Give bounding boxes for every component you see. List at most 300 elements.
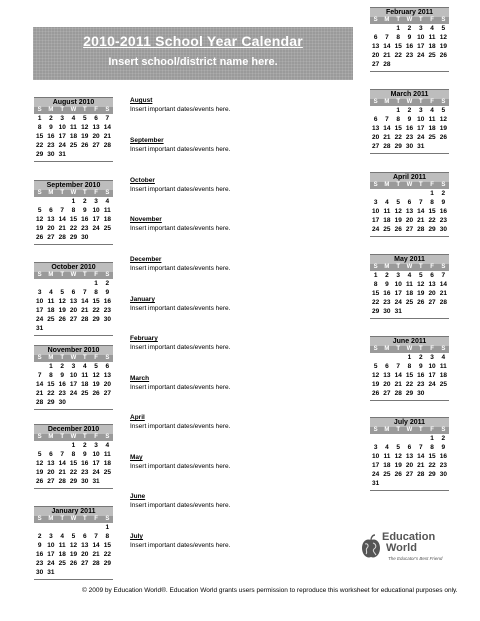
day-cell: 8 [49,372,53,379]
weekday-label: M [384,182,390,188]
day-cell: 20 [372,134,380,141]
empty-day [381,189,392,198]
day-cell: 2 [407,25,412,32]
day-cell: 13 [103,372,111,379]
day-cell: 17 [372,217,380,224]
day-cell: 26 [69,560,78,567]
day-cell: 2 [418,354,423,361]
day-cell: 7 [385,34,389,41]
day-cell: 21 [439,290,447,297]
event-text: Insert important dates/events here. [130,423,231,430]
day-cell: 15 [92,298,100,305]
day-cell: 18 [383,462,391,469]
day-cell: 3 [94,198,98,205]
events-april [130,413,230,431]
day-cell: 10 [58,124,66,131]
calendar-divider [34,161,113,162]
day-cell: 1 [396,25,401,32]
day-cell: 3 [418,25,423,32]
day-cell: 21 [417,217,425,224]
day-cell: 8 [407,363,412,370]
weekday-label: W [406,182,413,188]
day-cell: 13 [47,216,55,223]
day-cell: 21 [58,469,66,476]
calendar-divider [34,244,113,245]
day-cell: 16 [383,290,391,297]
day-cell: 31 [417,143,425,150]
weekday-label: S [37,434,42,440]
weekday-label: T [396,264,401,270]
weekday-label: F [94,434,98,440]
calendar-banner [33,27,353,80]
day-cell: 8 [37,124,42,131]
day-cell: 22 [92,307,100,314]
day-cell: 27 [47,478,55,485]
day-cell: 25 [58,560,66,567]
day-cell: 26 [58,316,66,323]
day-cell: 14 [103,124,111,131]
day-cell: 12 [81,124,89,131]
day-cell: 7 [418,444,423,451]
event-month-label: April [130,414,145,421]
day-cell: 26 [372,390,380,397]
calendar-divider [370,318,449,319]
calendar-november-2010 [34,345,113,410]
day-cell: 21 [383,52,391,59]
day-cell: 8 [396,116,401,123]
day-cell: 12 [69,542,78,549]
day-cell: 26 [439,134,447,141]
day-cell: 4 [60,533,65,540]
day-cell: 24 [92,469,100,476]
day-cell: 3 [49,533,53,540]
weekday-label: S [105,107,110,113]
day-cell: 27 [383,390,391,397]
day-cell: 21 [394,381,402,388]
day-cell: 6 [373,34,378,41]
event-text: Insert important dates/events here. [130,225,231,232]
day-cell: 13 [372,125,380,132]
day-cell: 2 [49,115,53,122]
day-cell: 25 [69,142,78,149]
day-cell: 1 [49,363,53,370]
day-cell: 1 [407,354,412,361]
day-cell: 22 [372,299,380,306]
calendar-divider [370,153,449,154]
empty-day [45,441,56,450]
events-march [130,374,230,392]
day-cell: 29 [47,399,55,406]
empty-day [79,523,90,532]
day-cell: 7 [37,372,42,379]
day-cell: 22 [394,134,402,141]
day-cell: 21 [81,307,89,314]
day-cell: 8 [396,34,401,41]
day-cell: 24 [58,142,66,149]
event-month-label: November [130,216,162,223]
weekday-header [370,17,449,24]
empty-day [393,189,404,198]
weekday-label: F [430,182,434,188]
day-cell: 3 [71,363,76,370]
day-cell: 27 [428,299,436,306]
day-cell: 17 [417,43,425,50]
day-cell: 3 [373,444,378,451]
weekday-label: F [430,264,434,270]
day-cell: 14 [394,372,402,379]
calendar-october-2010 [34,262,113,336]
day-cell: 22 [428,217,436,224]
events-january [130,295,230,313]
weekday-header [34,272,113,279]
day-cell: 11 [70,124,77,131]
day-cell: 9 [441,444,446,451]
day-cell: 7 [94,533,98,540]
day-grid [370,189,449,234]
event-month-label: June [130,493,146,500]
empty-day [34,523,45,532]
day-cell: 10 [417,116,425,123]
weekday-header [370,99,449,106]
calendar-title: July 2011 [370,417,449,427]
weekday-label: W [70,434,77,440]
day-cell: 15 [36,133,44,140]
empty-day [415,434,426,443]
day-cell: 8 [430,444,434,451]
day-grid [370,353,449,398]
day-cell: 9 [37,542,42,549]
calendar-january-2011 [34,506,113,580]
day-cell: 4 [441,354,446,361]
weekday-label: S [37,107,42,113]
day-cell: 28 [92,560,100,567]
empty-day [45,523,56,532]
day-cell: 23 [439,217,447,224]
calendar-divider [370,400,449,401]
day-cell: 1 [37,115,42,122]
day-cell: 24 [417,134,425,141]
day-cell: 12 [92,372,100,379]
weekday-label: W [70,272,77,278]
day-cell: 7 [105,115,110,122]
empty-day [68,523,79,532]
day-cell: 13 [405,208,414,215]
day-cell: 27 [372,143,380,150]
weekday-label: F [94,272,98,278]
empty-day [404,434,415,443]
day-cell: 16 [405,125,414,132]
day-cell: 16 [417,372,425,379]
weekday-label: S [441,264,446,270]
day-cell: 28 [103,142,111,149]
weekday-label: T [418,346,423,352]
events-december [130,255,230,273]
day-cell: 11 [58,542,66,549]
day-grid [34,362,113,407]
day-cell: 4 [105,198,110,205]
weekday-label: T [82,516,87,522]
day-cell: 4 [430,25,434,32]
day-cell: 16 [58,381,66,388]
day-cell: 15 [394,125,402,132]
day-cell: 17 [428,372,436,379]
weekday-label: T [396,427,401,433]
day-cell: 25 [439,381,447,388]
weekday-header [34,516,113,523]
day-cell: 18 [103,216,111,223]
day-cell: 5 [441,107,446,114]
day-cell: 31 [58,151,66,158]
day-cell: 11 [428,116,436,123]
weekday-header [34,355,113,362]
day-cell: 29 [92,316,100,323]
day-cell: 4 [82,363,87,370]
empty-day [57,279,68,288]
weekday-label: S [105,434,110,440]
day-cell: 14 [383,125,391,132]
day-cell: 2 [82,442,87,449]
weekday-label: M [48,355,54,361]
day-cell: 31 [47,569,55,576]
day-grid [370,271,449,316]
weekday-label: S [373,17,378,23]
day-cell: 26 [394,471,402,478]
day-cell: 12 [394,208,402,215]
day-cell: 20 [405,217,414,224]
empty-day [381,106,392,115]
day-cell: 14 [92,542,100,549]
weekday-label: S [441,182,446,188]
weekday-label: S [37,272,42,278]
weekday-label: W [406,346,413,352]
weekday-label: M [384,346,390,352]
day-cell: 26 [417,299,425,306]
event-month-label: December [130,256,162,263]
day-cell: 24 [47,560,55,567]
empty-day [370,106,381,115]
day-cell: 20 [428,290,436,297]
weekday-label: M [384,264,390,270]
day-cell: 9 [407,34,412,41]
day-cell: 23 [103,307,111,314]
empty-day [45,197,56,206]
day-cell: 14 [36,381,44,388]
day-cell: 19 [69,551,78,558]
day-cell: 11 [406,281,413,288]
day-cell: 12 [439,34,447,41]
day-cell: 11 [428,34,436,41]
day-cell: 17 [47,551,55,558]
empty-day [393,434,404,443]
event-text: Insert important dates/events here. [130,146,231,153]
day-cell: 5 [418,272,423,279]
weekday-label: S [37,190,42,196]
calendar-april-2011 [370,172,449,237]
calendar-divider [370,490,449,491]
weekday-label: S [373,182,378,188]
day-cell: 25 [428,134,436,141]
day-cell: 6 [71,289,76,296]
day-cell: 28 [81,316,89,323]
day-cell: 21 [58,225,66,232]
day-cell: 6 [49,207,53,214]
day-cell: 3 [396,272,401,279]
apple-globe-icon [360,534,382,560]
day-cell: 10 [92,451,100,458]
weekday-label: S [373,99,378,105]
weekday-label: W [406,427,413,433]
day-cell: 15 [47,381,55,388]
empty-day [57,441,68,450]
weekday-label: W [70,190,77,196]
day-grid [34,523,113,577]
events-june [130,492,230,510]
day-cell: 24 [372,471,380,478]
calendar-title: December 2010 [34,424,113,434]
day-cell: 19 [394,462,402,469]
day-cell: 28 [36,399,44,406]
day-grid [34,441,113,486]
calendar-august-2010 [34,97,113,162]
day-cell: 13 [383,372,391,379]
logo-tagline: The Educator's Best Friend [388,556,443,561]
day-cell: 1 [105,524,110,531]
day-cell: 17 [417,125,425,132]
day-cell: 14 [81,298,89,305]
event-text: Insert important dates/events here. [130,186,231,193]
weekday-label: S [441,99,446,105]
day-cell: 15 [69,460,78,467]
event-text: Insert important dates/events here. [130,265,231,272]
day-cell: 23 [383,299,391,306]
event-month-label: September [130,137,164,144]
day-cell: 15 [372,290,380,297]
day-cell: 23 [405,52,414,59]
calendar-title: June 2011 [370,336,449,346]
weekday-label: W [70,516,77,522]
day-cell: 6 [49,451,53,458]
day-cell: 4 [407,272,412,279]
day-cell: 23 [36,560,44,567]
day-cell: 10 [372,208,380,215]
education-world-logo [360,530,450,566]
weekday-label: T [396,182,401,188]
day-cell: 5 [71,533,76,540]
calendar-title: February 2011 [370,7,449,17]
day-cell: 18 [428,43,436,50]
day-cell: 12 [439,116,447,123]
day-cell: 28 [394,390,402,397]
copyright-notice: © 2009 by Education World®. Education World grants users permission to reproduce this worksheet for educational purposes only. [82,587,458,594]
event-month-label: October [130,177,155,184]
weekday-label: T [418,182,423,188]
day-cell: 2 [60,363,65,370]
day-cell: 30 [58,399,66,406]
day-cell: 1 [71,198,76,205]
empty-day [34,362,45,371]
day-cell: 23 [58,390,66,397]
weekday-label: T [396,346,401,352]
weekday-header [370,346,449,353]
weekday-label: F [94,516,98,522]
day-cell: 9 [418,363,423,370]
day-cell: 26 [81,142,89,149]
day-cell: 12 [36,460,44,467]
day-cell: 7 [418,199,423,206]
day-cell: 28 [383,61,391,68]
day-cell: 17 [92,460,100,467]
calendar-title: November 2010 [34,345,113,355]
day-cell: 16 [439,453,447,460]
day-cell: 2 [407,107,412,114]
day-cell: 1 [430,435,434,442]
day-cell: 11 [383,208,391,215]
day-cell: 2 [37,533,42,540]
calendar-july-2011 [370,417,449,491]
day-grid [34,114,113,159]
day-cell: 6 [407,444,412,451]
day-cell: 24 [394,299,402,306]
day-cell: 2 [441,190,446,197]
calendar-divider [370,71,449,72]
day-cell: 20 [81,551,89,558]
day-cell: 18 [69,133,78,140]
weekday-label: W [406,264,413,270]
calendar-divider [370,236,449,237]
calendar-title: January 2011 [34,506,113,516]
day-cell: 16 [103,298,111,305]
weekday-label: M [48,107,54,113]
day-cell: 6 [430,272,434,279]
day-cell: 18 [383,217,391,224]
weekday-label: S [37,355,42,361]
day-cell: 7 [60,207,65,214]
empty-day [370,24,381,33]
empty-day [370,189,381,198]
day-cell: 9 [105,289,110,296]
day-cell: 5 [37,451,42,458]
day-cell: 11 [103,451,111,458]
day-cell: 25 [428,52,436,59]
day-cell: 16 [405,43,414,50]
day-cell: 30 [417,390,425,397]
weekday-label: S [105,272,110,278]
day-cell: 12 [58,298,66,305]
day-cell: 5 [60,289,65,296]
day-cell: 27 [103,390,111,397]
empty-day [370,434,381,443]
day-cell: 24 [372,226,380,233]
day-cell: 3 [418,107,423,114]
day-grid [34,197,113,242]
weekday-label: T [60,107,65,113]
day-cell: 21 [103,133,111,140]
day-cell: 1 [373,272,378,279]
weekday-label: T [60,434,65,440]
day-cell: 25 [47,316,55,323]
day-cell: 3 [37,289,42,296]
calendar-title: October 2010 [34,262,113,272]
weekday-label: T [418,427,423,433]
day-cell: 15 [103,542,111,549]
events-august [130,96,230,114]
empty-day [90,523,101,532]
day-cell: 7 [385,116,389,123]
weekday-label: F [94,107,98,113]
day-cell: 1 [396,107,401,114]
day-cell: 22 [428,462,436,469]
day-cell: 16 [36,551,44,558]
